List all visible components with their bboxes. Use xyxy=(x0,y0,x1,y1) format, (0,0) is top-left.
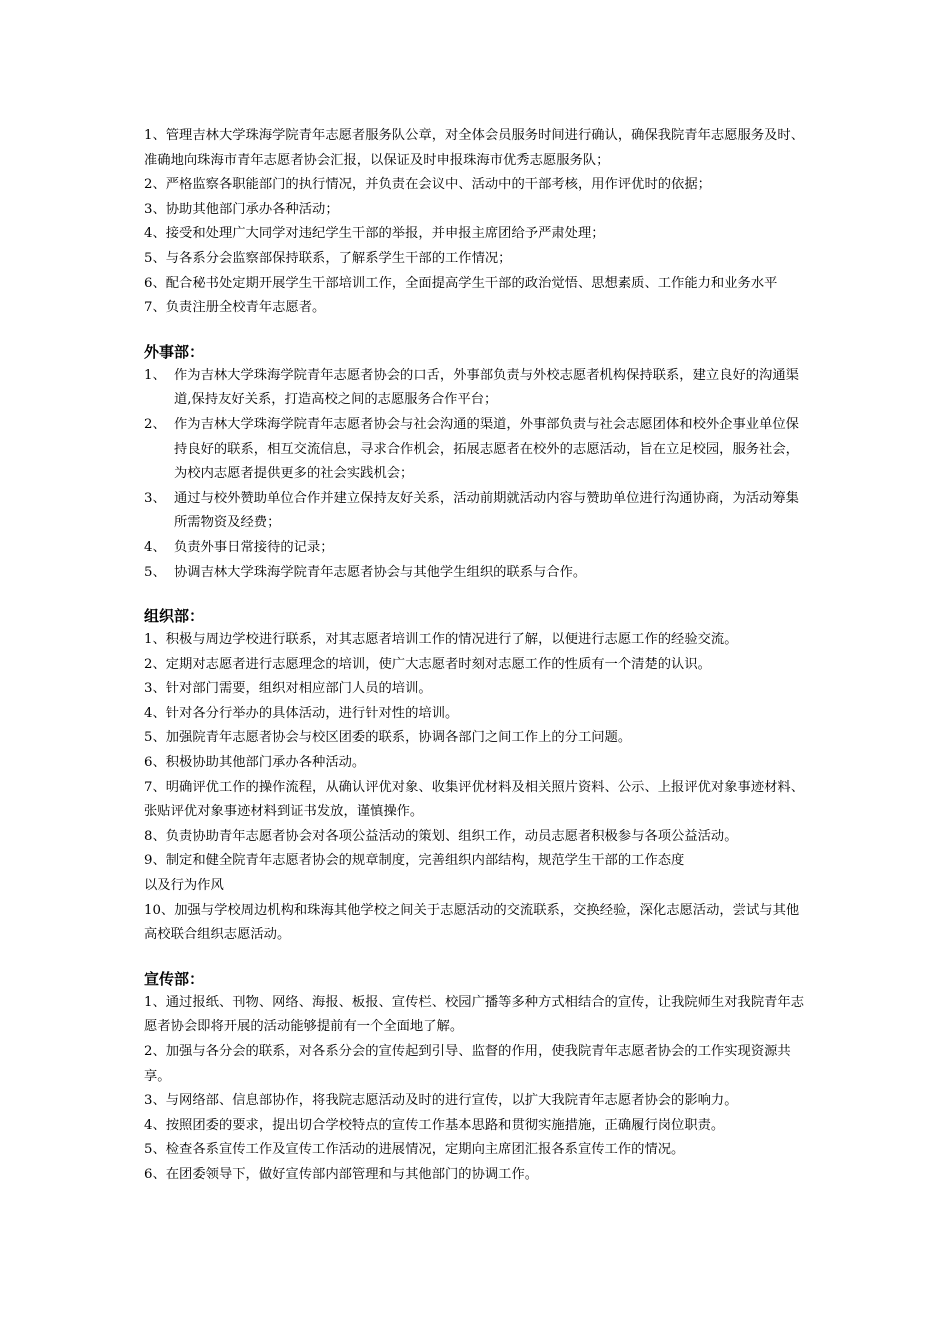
intro-item-1: 1、管理吉林大学珠海学院青年志愿者服务队公章，对全体会员服务时间进行确认，确保我院青年志愿服务及时、准确地向珠海市青年志愿者协会汇报，以保证及时申报珠海市优秀志愿服务队； xyxy=(144,128,805,168)
foreign-item-3 xyxy=(144,487,812,536)
list-number: 1、 xyxy=(144,367,166,383)
intro-item-6: 6、配合秘书处定期开展学生干部培训工作，全面提高学生干部的政治觉悟、思想素质、工作能力和业务水平 xyxy=(144,275,778,291)
publicity-section xyxy=(144,967,812,1188)
organization-item-9: 9、制定和健全院青年志愿者协会的规章制度，完善组织内部结构，规范学生干部的工作态度 xyxy=(144,853,685,869)
list-number: 4、 xyxy=(144,539,166,555)
foreign-item-2 xyxy=(144,413,812,487)
publicity-item-3: 3、与网络部、信息部协作，将我院志愿活动及时的进行宣传，以扩大我院青年志愿者协会的影响力。 xyxy=(144,1093,738,1109)
publicity-item-5: 5、检查各系宣传工作及宣传工作活动的进展情况，定期向主席团汇报各系宣传工作的情况。 xyxy=(144,1142,685,1158)
organization-item-10: 10、加强与学校周边机构和珠海其他学校之间关于志愿活动的交流联系，交换经验，深化志愿活动，尝试与其他高校联合组织志愿活动。 xyxy=(144,902,800,943)
intro-item-7: 7、负责注册全校青年志愿者。 xyxy=(144,300,326,316)
organization-item-7: 7、明确评优工作的操作流程，从确认评优对象、收集评优材料及相关照片资料、公示、上报评优对象事迹材料、张贴评优对象事迹材料到证书发放，谨慎操作。 xyxy=(144,779,805,820)
foreign-affairs-section xyxy=(144,340,812,585)
list-number: 5、 xyxy=(144,564,166,580)
publicity-item-6: 6、在团委领导下，做好宣传部内部管理和与其他部门的协调工作。 xyxy=(144,1166,539,1182)
intro-item-3: 3、协助其他部门承办各种活动； xyxy=(144,201,339,217)
intro-item-2: 2、严格监察各职能部门的执行情况，并负责在会议中、活动中的干部考核，用作评优时的依据； xyxy=(144,177,711,193)
publicity-item-2: 2、加强与各分会的联系，对各系分会的宣传起到引导、监督的作用，使我院青年志愿者协会的工作实现资源共享。 xyxy=(144,1044,791,1084)
organization-item-1: 1、积极与周边学校进行联系，对其志愿者培训工作的情况进行了解，以便进行志愿工作的经验交流。 xyxy=(144,632,738,648)
intro-section xyxy=(144,124,812,321)
organization-item-9-continued: 以及行为作风 xyxy=(144,878,224,894)
organization-item-3: 3、针对部门需要，组织对相应部门人员的培训。 xyxy=(144,681,432,697)
organization-item-6: 6、积极协助其他部门承办各种活动。 xyxy=(144,755,366,771)
organization-item-8: 8、负责协助青年志愿者协会对各项公益活动的策划、组织工作，动员志愿者积极参与各项公益活动。 xyxy=(144,828,738,844)
document-page xyxy=(144,124,812,1188)
publicity-item-1: 1、通过报纸、刊物、网络、海报、板报、宣传栏、校园广播等多种方式相结合的宣传，让我院师生对我院青年志愿者协会即将开展的活动能够提前有一个全面地了解。 xyxy=(144,994,805,1035)
list-text: 协调吉林大学珠海学院青年志愿者协会与其他学生组织的联系与合作。 xyxy=(174,564,587,580)
list-number: 2、 xyxy=(144,416,166,432)
organization-section xyxy=(144,604,812,948)
intro-item-5: 5、与各系分会监察部保持联系，了解系学生干部的工作情况； xyxy=(144,250,512,266)
intro-item-4: 4、接受和处理广大同学对违纪学生干部的举报，并申报主席团给予严肃处理； xyxy=(144,226,605,242)
organization-item-2: 2、定期对志愿者进行志愿理念的培训，使广大志愿者时刻对志愿工作的性质有一个清楚的认识。 xyxy=(144,656,711,672)
foreign-affairs-heading: 外事部： xyxy=(144,342,205,361)
list-text: 负责外事日常接待的记录； xyxy=(174,539,334,555)
list-number: 3、 xyxy=(144,490,166,506)
organization-item-4: 4、针对各分行举办的具体活动，进行针对性的培训。 xyxy=(144,705,459,721)
list-text: 作为吉林大学珠海学院青年志愿者协会与社会沟通的渠道，外事部负责与社会志愿团体和校外企事业单位保持良好的联系，相互交流信息，寻求合作机会，拓展志愿者在校外的志愿活动，旨在立足校园，服务社会，为校内志愿者提供更多的社会实践机会； xyxy=(174,416,799,482)
list-text: 通过与校外赞助单位合作并建立保持友好关系，活动前期就活动内容与赞助单位进行沟通协商，为活动筹集所需物资及经费； xyxy=(174,490,799,531)
publicity-item-4: 4、按照团委的要求，提出切合学校特点的宣传工作基本思路和贯彻实施措施，正确履行岗位职责。 xyxy=(144,1117,725,1133)
organization-item-5: 5、加强院青年志愿者协会与校区团委的联系，协调各部门之间工作上的分工问题。 xyxy=(144,730,632,746)
foreign-item-5 xyxy=(144,561,812,586)
list-text: 作为吉林大学珠海学院青年志愿者协会的口舌，外事部负责与外校志愿者机构保持联系，建立良好的沟通渠道,保持友好关系，打造高校之间的志愿服务合作平台； xyxy=(174,367,799,408)
organization-heading: 组织部： xyxy=(144,607,205,626)
foreign-item-1 xyxy=(144,364,812,413)
publicity-heading: 宣传部： xyxy=(144,969,205,988)
foreign-item-4 xyxy=(144,536,812,561)
